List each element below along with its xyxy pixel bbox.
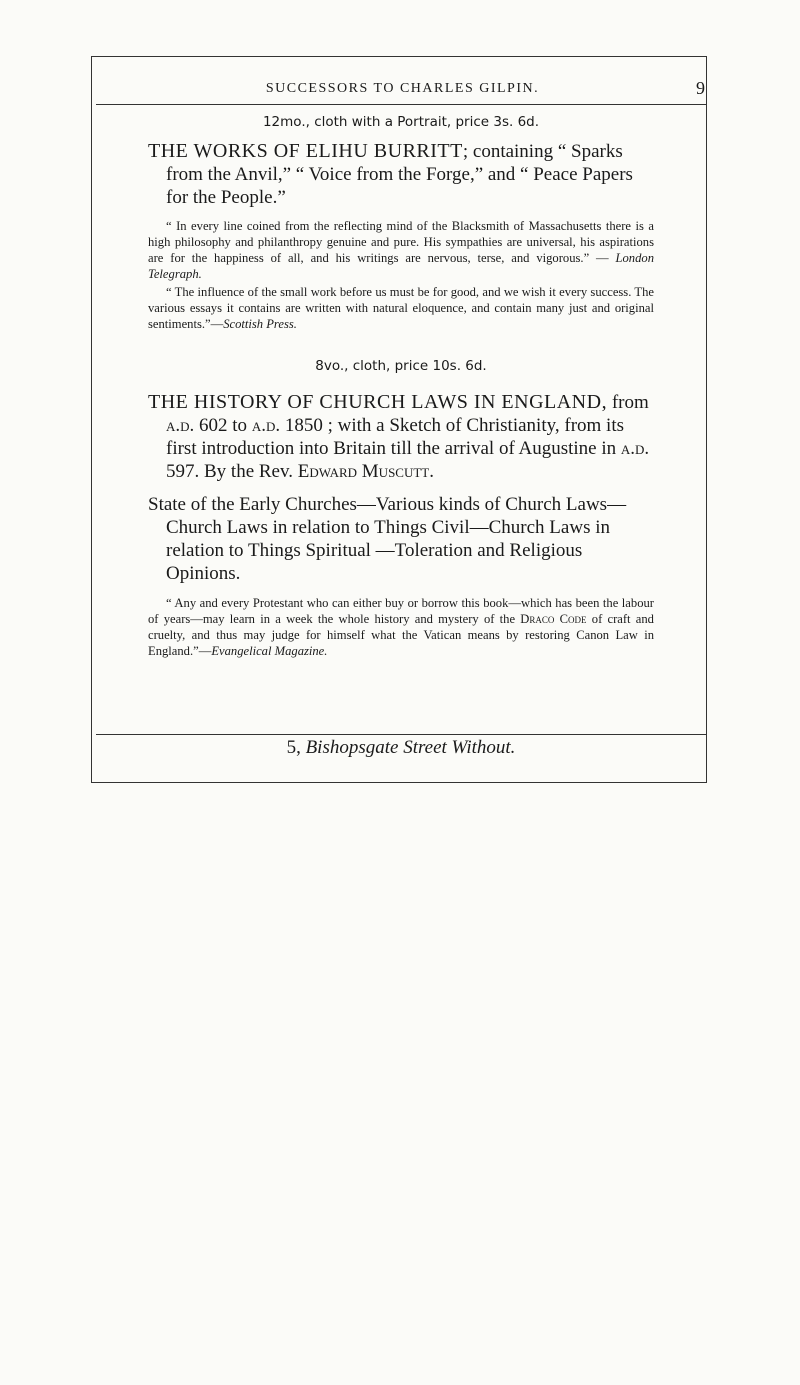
entry1-title-rest: ; containing “ Sparks from the Anvil,” “ Voice from the Forge,” and “ Peace Papers for the People.” — [166, 141, 633, 208]
entry2-title-from: from — [607, 392, 649, 413]
entry2-ad-1: a.d. — [166, 415, 195, 436]
address-number: 5, — [286, 737, 306, 758]
entry1-review1-text: “ In every line coined from the reflecting mind of the Blacksmith of Massachusetts there is a high philosophy and philanthropy genuine and pure. His sympathies are universal, his aspirations are for the happiness of all, and his writings are nervous, terse, and vigorous.” — — [148, 219, 654, 265]
head-rule — [96, 104, 706, 105]
entry2-title-rest1: 1850 ; with a Sketch of Christianity, from its first introduction into Britain till the arrival of Augustine in — [166, 415, 624, 459]
entry1-review1 — [148, 218, 654, 282]
advertisement-content — [148, 111, 654, 659]
entry1-review2-source: Scottish Press. — [223, 317, 297, 331]
entry2-format: 8vo., cloth, price 10s. 6d. — [315, 358, 487, 374]
entry2-ad-3: a.d. — [620, 438, 650, 459]
entry2-author-end: . — [429, 461, 434, 482]
running-head-title: SUCCESSORS TO CHARLES GILPIN. — [265, 81, 540, 96]
address-street: Bishopsgate Street Without. — [305, 737, 516, 758]
entry2-author: Edward Muscutt — [297, 461, 430, 482]
publisher-address — [96, 737, 706, 759]
entry2-review-source: Evangelical Magazine. — [211, 644, 328, 658]
running-head — [96, 78, 709, 105]
entry2-ad-2: a.d. — [251, 415, 281, 436]
entry2-contents: State of the Early Churches—Various kinds of Church Laws—Church Laws in relation to Things Civil—Church Laws in relation to Things Spiritual —Toleration and Religious Opinions. — [148, 494, 627, 584]
entry1-format: 12mo., cloth with a Portrait, price 3s. 6d. — [262, 114, 540, 130]
entry2-review-text-b: of craft and cruelty, and thus may judge for himself what the Vatican means by restoring Canon Law in England.”— — [148, 612, 654, 658]
entry2-title-caps: THE HISTORY OF CHURCH LAWS IN ENGLAND, — [148, 391, 608, 413]
entry1-title — [148, 140, 654, 209]
page-number: 9 — [696, 78, 705, 98]
entry2-year1: 602 to — [194, 415, 252, 436]
entry2-title — [148, 391, 654, 483]
footer-rule — [96, 734, 706, 735]
entry2-review — [148, 595, 654, 659]
entry1-review1-source: London Telegraph. — [148, 251, 654, 281]
entry1-title-caps: THE WORKS OF ELIHU BURRITT — [148, 140, 463, 162]
entry1-review2-text: “ The influence of the small work before us must be for good, and we wish it every success. The various essays it contains are written with natural eloquence, and contain many just and original sentiments.”— — [148, 285, 654, 331]
entry2-review-text-a: “ Any and every Protestant who can either buy or borrow this book—which has been the labour of years—may learn in a week the whole history and mystery of the — [148, 596, 654, 626]
entry2-review-draco: Draco Code — [520, 612, 587, 626]
entry2-title-rest2: 597. By the Rev. — [166, 461, 298, 482]
entry1-review2 — [148, 284, 654, 332]
